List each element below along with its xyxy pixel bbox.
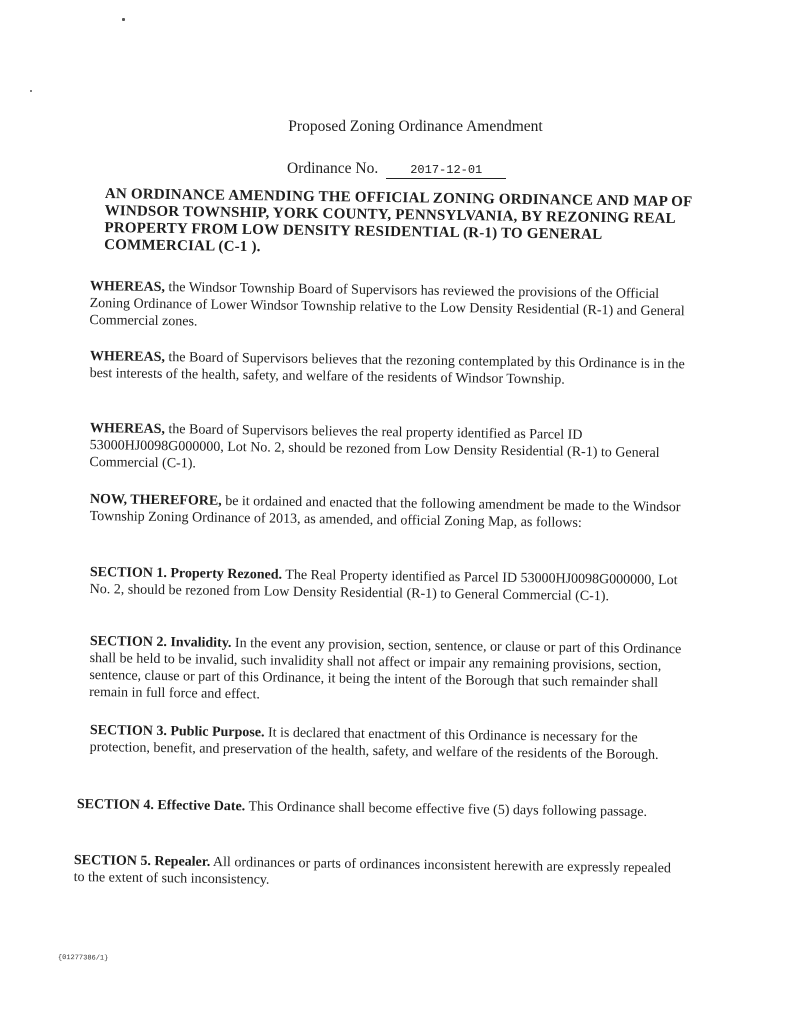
paragraph-lead: WHEREAS, bbox=[89, 278, 166, 296]
now-therefore-paragraph bbox=[90, 491, 700, 534]
whereas-paragraph-2 bbox=[90, 348, 700, 391]
whereas-paragraph-3 bbox=[89, 420, 700, 480]
document-reference-code: {01277386/1} bbox=[57, 954, 109, 963]
paragraph-text: All ordinances or parts of ordinances inconsistent herewith are expressly repealed to the extent of such inconsistency. bbox=[73, 854, 672, 888]
ordinance-heading: AN ORDINANCE AMENDING THE OFFICIAL ZONING ORDINANCE AND MAP OF WINDSOR TOWNSHIP, YORK COUNTY, PENNSYLVANIA, BY REZONING REAL PROPERTY FROM LOW DENSITY RESIDENTIAL (R-1) TO GENERAL COMMERCIAL (C-1 ). bbox=[104, 186, 692, 256]
paragraph-text: the Board of Supervisors believes the real property identified as Parcel ID 53000HJ0098G000000, Lot No. 2, should be rezoned from Low Density Residential (R-1) to General Commercial (C-1). bbox=[89, 422, 660, 472]
paragraph-lead: NOW, THEREFORE, bbox=[89, 491, 222, 509]
scan-speck bbox=[122, 18, 125, 21]
paragraph-text: the Windsor Township Board of Supervisors has reviewed the provisions of the Official Zoning Ordinance of Lower Windsor Township relative to the Low Density Residential (R-1) and General Commercial zones. bbox=[89, 280, 685, 330]
ordinance-label: Ordinance No. bbox=[287, 160, 379, 177]
section-1-paragraph bbox=[90, 564, 700, 607]
section-heading: SECTION 5. Repealer. bbox=[73, 852, 211, 870]
section-4-paragraph bbox=[77, 796, 687, 822]
whereas-paragraph-1 bbox=[89, 278, 700, 338]
paragraph-text: the Board of Supervisors believes that the rezoning contemplated by this Ordinance is in the best interests of the health, safety, and welfare of the residents of Windsor Township. bbox=[89, 350, 685, 388]
paragraph-lead: WHEREAS, bbox=[89, 420, 166, 438]
document-title: Proposed Zoning Ordinance Amendment bbox=[288, 118, 543, 135]
section-5-paragraph bbox=[74, 852, 684, 895]
paragraph-text: be it ordained and enacted that the following amendment be made to the Windsor Township Zoning Ordinance of 2013, as amended, and official Zoning Map, as follows: bbox=[89, 493, 681, 531]
paragraph-lead: WHEREAS, bbox=[89, 348, 166, 366]
section-heading: SECTION 3. Public Purpose. bbox=[89, 722, 265, 741]
section-2-paragraph bbox=[89, 633, 700, 710]
section-3-paragraph bbox=[90, 722, 700, 765]
section-heading: SECTION 1. Property Rezoned. bbox=[89, 564, 283, 583]
paragraph-text: In the event any provision, section, sentence, or clause or part of this Ordinance shall be held to be invalid, such invalidity shall not affect or impair any remaining provisions, section, sentence, clause or part of this Ordinance, it being the intent of the Borough that such remainder shall remain in full force and effect. bbox=[89, 635, 682, 703]
paragraph-text: This Ordinance shall become effective five (5) days following passage. bbox=[245, 799, 648, 820]
paragraph-text: The Real Property identified as Parcel ID 53000HJ0098G000000, Lot No. 2, should be rezoned from Low Density Residential (R-1) to General Commercial (C-1). bbox=[89, 567, 678, 605]
scan-speck bbox=[30, 90, 32, 92]
ordinance-number: 2017-12-01 bbox=[386, 163, 506, 179]
section-heading: SECTION 4. Effective Date. bbox=[76, 796, 246, 815]
ordinance-number-line bbox=[287, 160, 506, 179]
section-heading: SECTION 2. Invalidity. bbox=[89, 633, 232, 651]
paragraph-text: It is declared that enactment of this Ordinance is necessary for the protection, benefit, and preservation of the health, safety, and welfare of the residents of the Borough. bbox=[89, 725, 659, 763]
